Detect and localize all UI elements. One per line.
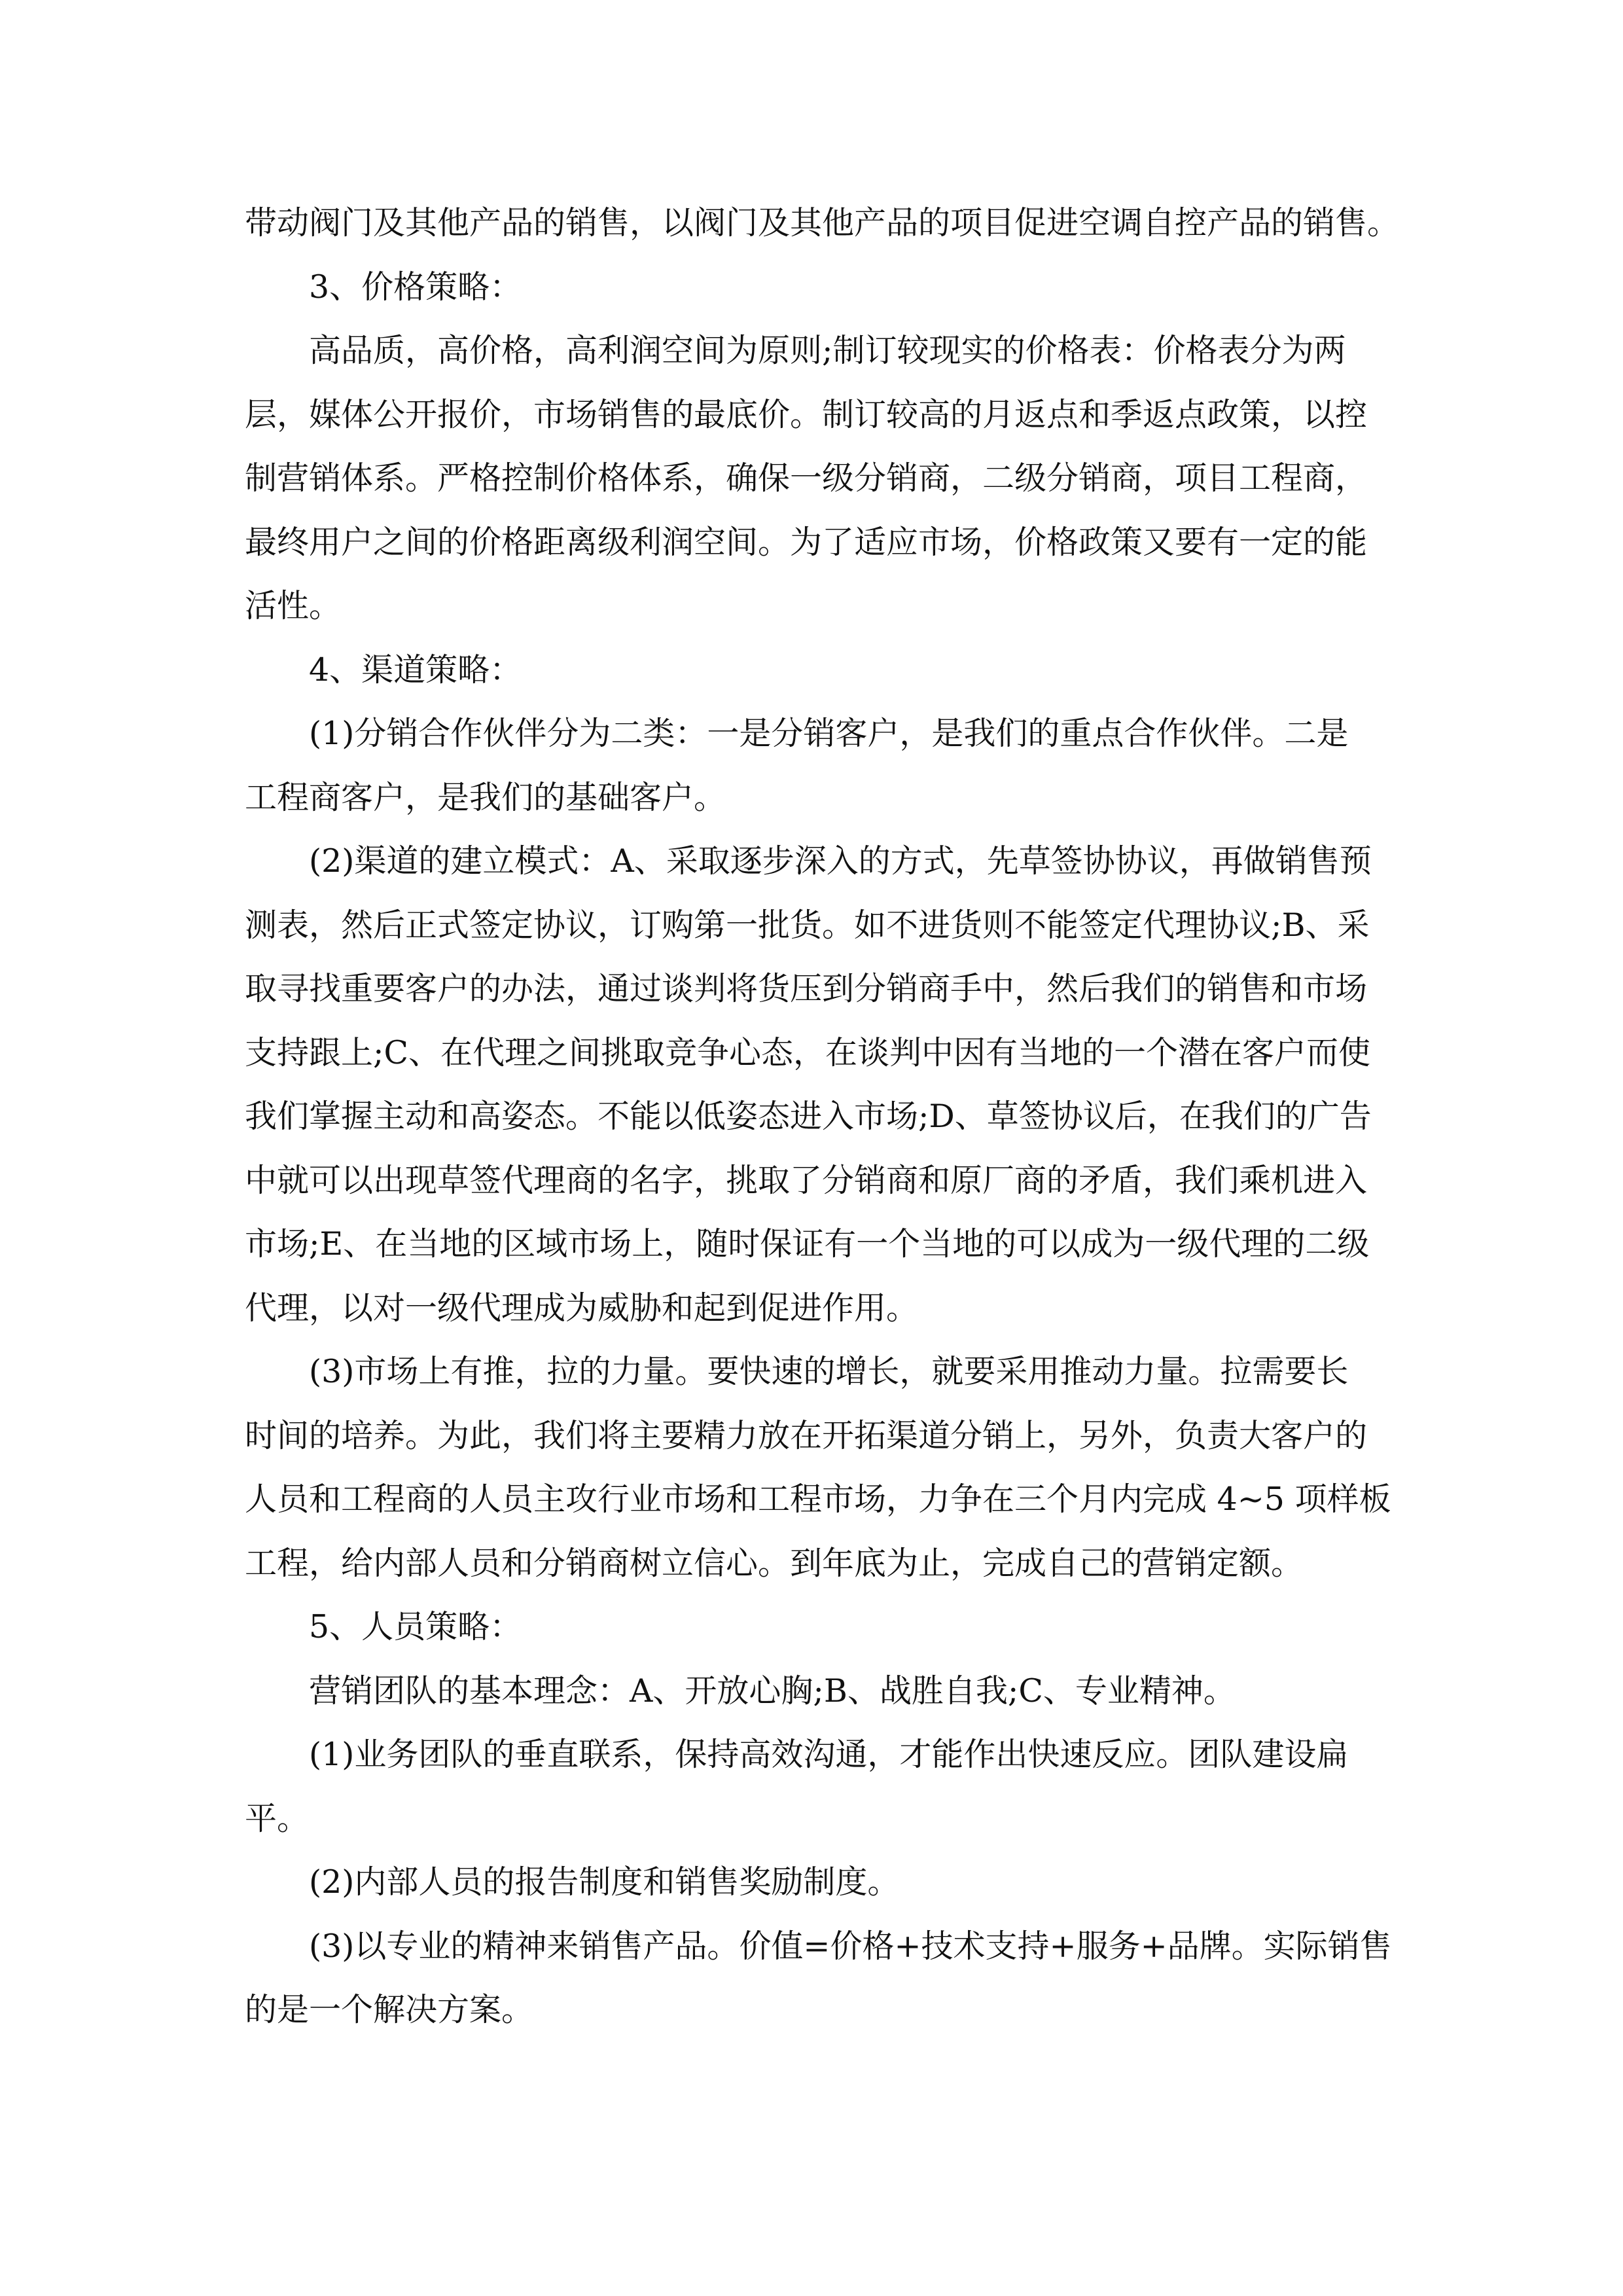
text-line: (3)以专业的精神来销售产品。价值=价格+技术支持+服务+品牌。实际销售 — [309, 1927, 1392, 1965]
text-line: (2)渠道的建立模式：A、采取逐步深入的方式，先草签协协议，再做销售预 — [309, 842, 1372, 880]
document-body — [245, 191, 1400, 2042]
text-line: 支持跟上;C、在代理之间挑取竞争心态，在谈判中因有当地的一个潜在客户而使 — [245, 1033, 1371, 1071]
text-line: 工程，给内部人员和分销商树立信心。到年底为止，完成自己的营销定额。 — [245, 1544, 1304, 1582]
text-line: 高品质，高价格，高利润空间为原则;制订较现实的价格表：价格表分为两 — [309, 332, 1346, 369]
text-line: 测表，然后正式签定协议，订购第一批货。如不进货则不能签定代理协议;B、采 — [245, 906, 1370, 944]
text-line: 营销团队的基本理念：A、开放心胸;B、战胜自我;C、专业精神。 — [309, 1672, 1236, 1710]
text-line: 市场;E、在当地的区域市场上，随时保证有一个当地的可以成为一级代理的二级 — [245, 1225, 1370, 1263]
text-line: 最终用户之间的价格距离级利润空间。为了适应市场，价格政策又要有一定的能 — [245, 523, 1368, 561]
text-line: 制营销体系。严格控制价格体系，确保一级分销商，二级分销商，项目工程商， — [245, 459, 1368, 497]
text-line: 层，媒体公开报价，市场销售的最底价。制订较高的月返点和季返点政策，以控 — [245, 395, 1368, 433]
text-line: 活性。 — [245, 587, 342, 624]
text-line: (1)分销合作伙伴分为二类：一是分销客户，是我们的重点合作伙伴。二是 — [309, 715, 1349, 752]
text-line: 带动阀门及其他产品的销售，以阀门及其他产品的项目促进空调自控产品的销售。 — [245, 204, 1400, 242]
text-line: (2)内部人员的报告制度和销售奖励制度。 — [309, 1863, 900, 1901]
text-line: 5、人员策略： — [309, 1608, 522, 1645]
text-line: 平。 — [245, 1799, 310, 1837]
text-line: 工程商客户，是我们的基础客户。 — [245, 778, 726, 816]
text-line: 我们掌握主动和高姿态。不能以低姿态进入市场;D、草签协议后，在我们的广告 — [245, 1098, 1372, 1135]
text-line: 取寻找重要客户的办法，通过谈判将货压到分销商手中，然后我们的销售和市场 — [245, 970, 1368, 1007]
text-line: 3、价格策略： — [309, 268, 522, 306]
text-line: 代理，以对一级代理成为威胁和起到促进作用。 — [245, 1289, 919, 1327]
text-line: 时间的培养。为此，我们将主要精力放在开拓渠道分销上，另外，负责大客户的 — [245, 1416, 1368, 1454]
text-line: 的是一个解决方案。 — [245, 1991, 534, 2028]
text-line: 中就可以出现草签代理商的名字，挑取了分销商和原厂商的矛盾，我们乘机进入 — [245, 1161, 1368, 1199]
text-line: 人员和工程商的人员主攻行业市场和工程市场，力争在三个月内完成 4~5 项样板 — [245, 1480, 1391, 1518]
text-line: (1)业务团队的垂直联系，保持高效沟通，才能作出快速反应。团队建设扁 — [309, 1736, 1349, 1773]
text-line: (3)市场上有推，拉的力量。要快速的增长，就要采用推动力量。拉需要长 — [309, 1353, 1349, 1390]
text-line: 4、渠道策略： — [309, 651, 522, 689]
